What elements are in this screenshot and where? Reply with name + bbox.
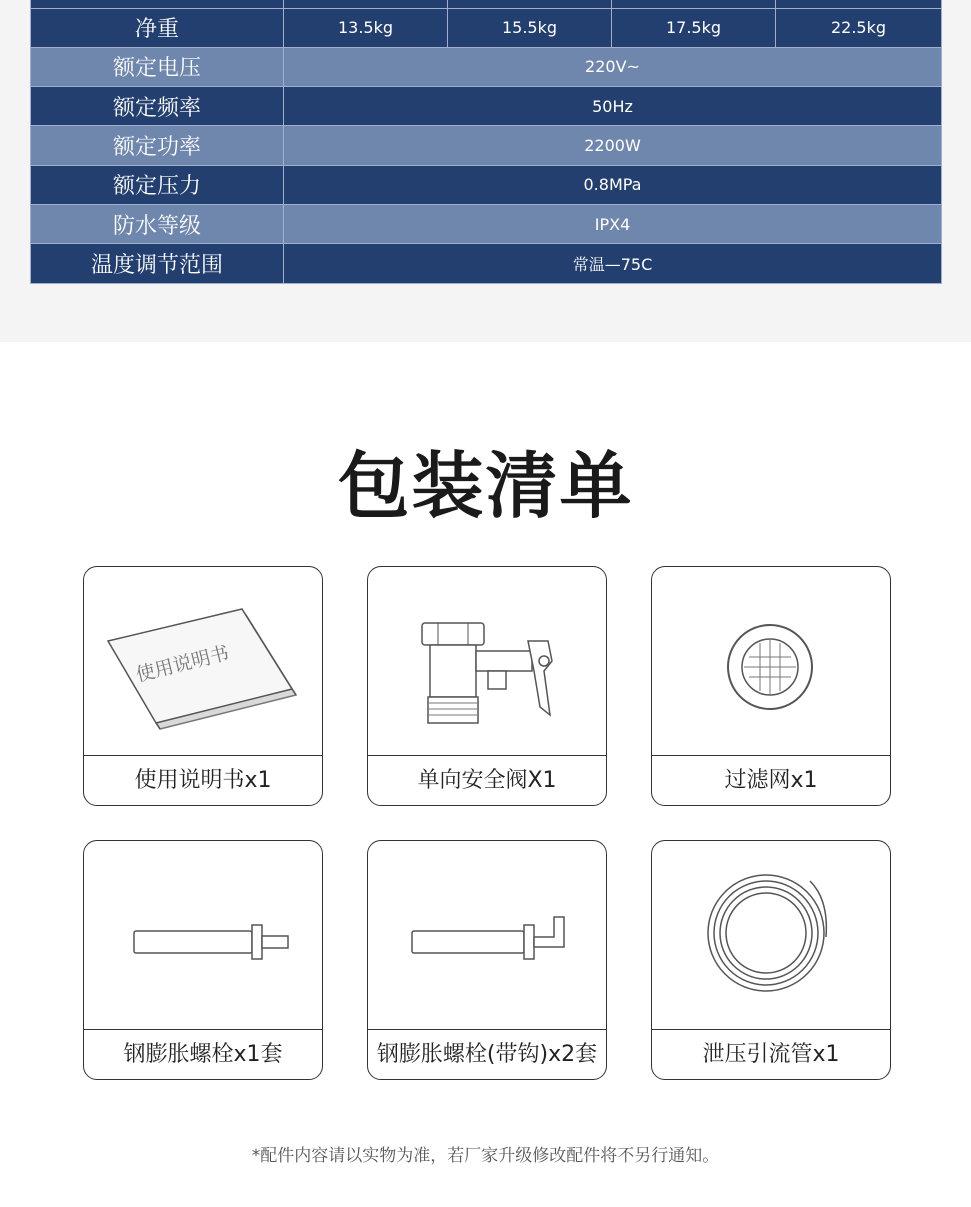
table-row-waterproof-level (31, 204, 942, 243)
cell-value: 2200W (284, 126, 942, 165)
row-label: 温度调节范围 (31, 244, 284, 283)
item-caption: 泄压引流管x1 (652, 1029, 890, 1080)
manual-cover-text: 使用说明书 (133, 642, 232, 687)
item-caption: 使用说明书x1 (84, 755, 322, 806)
cell-value: 220V~ (284, 47, 942, 86)
disclaimer-note: *配件内容请以实物为准，若厂家升级修改配件将不另行通知。 (251, 1146, 720, 1166)
cell-value: 13.5kg (284, 8, 448, 47)
package-item-drain-hose (651, 840, 891, 1080)
row-label: 额定功率 (31, 126, 284, 165)
row-label: 净重 (31, 8, 284, 47)
package-item-safety-valve (367, 566, 607, 806)
table-row-net-weight (31, 8, 942, 47)
expansion-bolt-icon (84, 841, 322, 1029)
package-item-filter (651, 566, 891, 806)
package-item-expansion-bolt (83, 840, 323, 1080)
table-row-rated-frequency (31, 87, 942, 126)
item-caption: 过滤网x1 (652, 755, 890, 806)
row-label: 额定压力 (31, 165, 284, 204)
table-row-rated-pressure (31, 165, 942, 204)
row-label: 防水等级 (31, 204, 284, 243)
row-label: 额定频率 (31, 87, 284, 126)
package-item-hook-bolt (367, 840, 607, 1080)
item-caption: 钢膨胀螺栓x1套 (84, 1029, 322, 1080)
filter-mesh-icon (652, 567, 890, 755)
spec-table (30, 0, 942, 284)
cell-value: IPX4 (284, 204, 942, 243)
table-row (31, 0, 942, 8)
item-caption: 钢膨胀螺栓(带钩)x2套 (368, 1029, 606, 1080)
cell-value: 0.8MPa (284, 165, 942, 204)
cell-value: 15.5kg (448, 8, 612, 47)
package-item-manual (83, 566, 323, 806)
cell-value: 常温—75C (284, 244, 942, 283)
package-title: 包装清单 (337, 444, 634, 528)
cell-value: 17.5kg (612, 8, 776, 47)
cell-value: 50Hz (284, 87, 942, 126)
manual-icon (84, 567, 322, 755)
safety-valve-icon (368, 567, 606, 755)
row-label: 额定电压 (31, 47, 284, 86)
hook-bolt-icon (368, 841, 606, 1029)
table-row-rated-power (31, 126, 942, 165)
cell-value: 22.5kg (776, 8, 942, 47)
table-row-rated-voltage (31, 47, 942, 86)
spec-section (0, 0, 971, 342)
item-caption: 单向安全阀X1 (368, 755, 606, 806)
table-row-temp-range (31, 244, 942, 283)
drain-hose-icon (652, 841, 890, 1029)
